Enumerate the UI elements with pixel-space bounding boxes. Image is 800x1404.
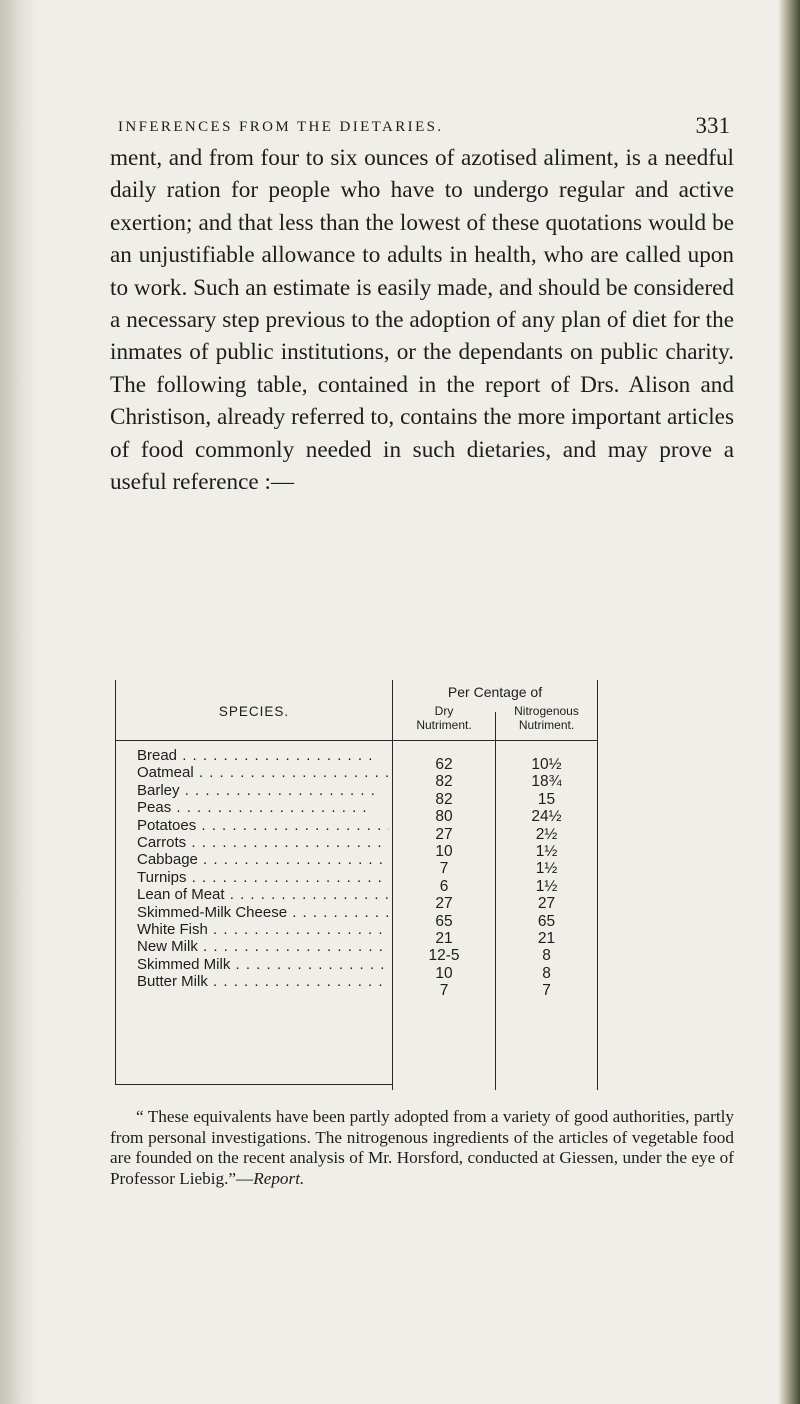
table-nitrogenous-cell: 7 (542, 982, 551, 1000)
table-species-cell: Skimmed-Milk Cheese . . (137, 904, 389, 921)
page-edge (778, 0, 800, 1404)
table-species-cell: Oatmeal . . (137, 764, 389, 781)
body-paragraph: ment, and from four to six ounces of azotised aliment, is a needful daily ration for people who have to undergo regular and active exertion; and that less than the lowest of these quotations would be an unjustifiable allowance to adults in health, who are called upon to work. Such an estimate is easily made, and should be considered a necessary step previous to the adoption of any plan of diet for the inmates of public institutions, or the dependants on public charity. The following table, contained in the report of Drs. Alison and Christison, already referred to, contains the more important articles of food commonly needed in such dietaries, and may prove a useful reference :— (110, 145, 734, 496)
table-dry-cell: 10 (435, 964, 453, 982)
page-number: 331 (695, 113, 730, 138)
table-nitrogenous-cell: 10½ (531, 756, 562, 773)
table-dry-cell: 80 (435, 808, 453, 826)
table-dry-cell: 7 (439, 982, 449, 1000)
species-header: SPECIES. (218, 704, 290, 719)
table-nitrogenous-cell: 27 (537, 895, 556, 913)
table-species-cell: New Milk . . (137, 938, 389, 955)
table-species-cell: Cabbage . . (137, 851, 389, 868)
table-nitrogenous-cell: 8 (542, 947, 551, 965)
table-species-cell: Butter Milk . . (137, 973, 389, 990)
table-bottom-rule (115, 1084, 393, 1085)
page-spine-shadow (0, 0, 38, 1404)
table-dry-cell: 6 (439, 877, 449, 895)
table-nitrogenous-cell: 18¾ (531, 773, 562, 791)
table-species-cell: Lean of Meat . . (137, 886, 389, 903)
nitrogenous-nutriment-column (496, 756, 597, 999)
nutriment-table (110, 680, 600, 1090)
dry-header-line2: Nutriment. (416, 718, 472, 732)
table-dry-cell: 27 (435, 895, 453, 913)
species-column (137, 747, 389, 990)
table-nitrogenous-cell: 1½ (535, 860, 558, 878)
table-dry-cell: 27 (435, 825, 453, 843)
footnote (110, 1107, 734, 1189)
table-species-cell: Skimmed Milk . . (137, 956, 389, 973)
dry-header-line1: Dry (434, 704, 454, 718)
table-species-cell: Peas . . (137, 799, 389, 816)
table-nitrogenous-cell: 21 (537, 929, 556, 947)
nitro-header-line1: Nitrogenous (514, 704, 579, 718)
table-nitrogenous-cell: 15 (537, 790, 556, 808)
nitrogenous-nutriment-header (496, 704, 597, 732)
table-nitrogenous-cell: 24½ (531, 808, 562, 826)
table-right-rule (597, 680, 598, 1090)
table-dry-cell: 10 (435, 842, 453, 860)
table-nitrogenous-cell: 1½ (535, 877, 558, 895)
table-nitrogenous-cell: 1½ (535, 842, 558, 860)
table-dry-cell: 65 (435, 912, 453, 930)
table-dry-cell: 7 (439, 860, 449, 878)
table-species-cell: Barley . . (137, 782, 389, 799)
table-dry-cell: 82 (435, 790, 453, 808)
running-head: INFERENCES FROM THE DIETARIES. (118, 119, 444, 135)
table-species-cell: Potatoes . . (137, 817, 389, 834)
nitro-header-line2: Nutriment. (518, 718, 575, 732)
table-species-cell: Carrots . . (137, 834, 389, 851)
dry-nutriment-header (393, 704, 495, 732)
table-species-cell: White Fish . . (137, 921, 389, 938)
footnote-text: “ These equivalents have been partly adopted from a variety of good authorities, partly from personal investigations. The nitrogenous ingredients of the articles of vegetable food are founded on the recent analysis of Mr. Horsford, conducted at Giessen, under the eye of Professor Liebig.”— (110, 1107, 734, 1188)
per-centage-header: Per Centage of (447, 684, 543, 700)
table-nitrogenous-cell: 8 (542, 964, 551, 982)
table-species-cell: Bread . . (137, 747, 389, 764)
table-dry-cell: 82 (435, 773, 453, 791)
table-header-rule (115, 740, 598, 741)
table-dry-cell: 62 (435, 756, 453, 773)
dry-nutriment-column (393, 756, 495, 999)
table-dry-cell: 12-5 (428, 947, 460, 965)
footnote-source: Report. (253, 1168, 305, 1188)
table-species-cell: Turnips . . (137, 869, 389, 886)
table-nitrogenous-cell: 65 (537, 912, 556, 930)
table-dry-cell: 21 (435, 929, 453, 947)
table-nitrogenous-cell: 2½ (535, 825, 558, 843)
